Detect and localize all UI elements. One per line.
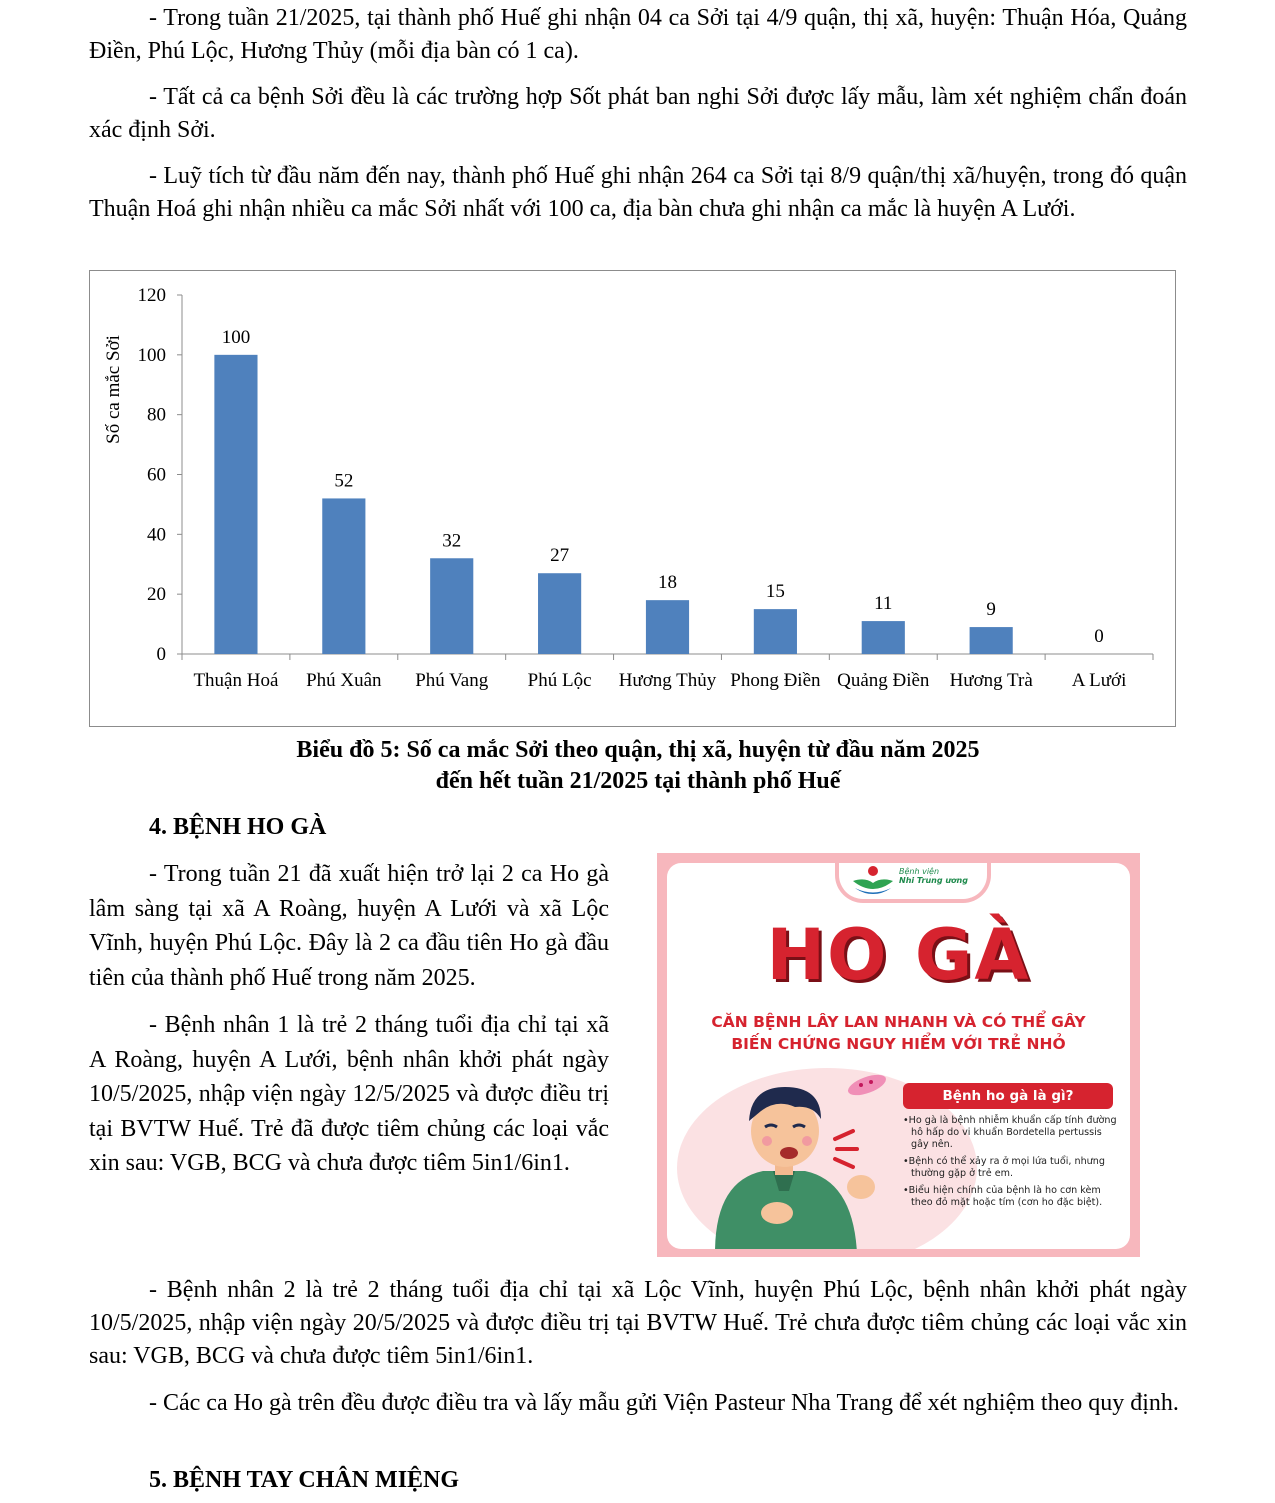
chart-svg <box>90 271 1177 728</box>
data-label: 11 <box>874 593 893 615</box>
data-label: 27 <box>550 545 570 567</box>
y-tick-label: 0 <box>156 644 166 665</box>
y-tick-label: 40 <box>147 524 166 546</box>
x-tick-label: Phú Xuân <box>306 670 382 691</box>
y-tick-label: 80 <box>147 404 166 426</box>
data-label: 18 <box>658 572 677 594</box>
x-tick-label: A Lưới <box>1071 670 1127 691</box>
bar <box>538 573 581 654</box>
paragraph-week21-measles: - Trong tuần 21/2025, tại thành phố Huế ghi nhận 04 ca Sởi tại 4/9 quận, thị xã, huyện: Thuận Hóa, Quảng Điền, Phú Lộc, Hương Thủy (mỗi địa bàn có 1 ca). <box>89 5 1187 64</box>
x-tick-label: Phú Lộc <box>527 670 592 691</box>
bar <box>430 558 473 654</box>
bar <box>862 621 905 654</box>
section-heading-pertussis: 4. BỆNH HO GÀ <box>149 814 327 840</box>
data-label: 0 <box>1094 626 1104 647</box>
paragraph-pertussis-cases: - Trong tuần 21 đã xuất hiện trở lại 2 ca Ho gà lâm sàng tại xã A Roàng, huyện A Lưới và xã Lộc Vĩnh, huyện Phú Lộc. Đây là 2 ca đầu tiên Ho gà đầu tiên của thành phố Huế trong năm 2025. <box>89 861 609 991</box>
info-item: •Bệnh có thể xảy ra ở mọi lứa tuổi, nhưng thường gặp ở trẻ em. <box>903 1156 1105 1179</box>
paragraph-measles-cumulative: - Luỹ tích từ đầu năm đến nay, thành phố Huế ghi nhận 264 ca Sởi tại 8/9 quận/thị xã/huyện, trong đó quận Thuận Hoá ghi nhận nhiều ca mắc Sởi nhất với 100 ca, địa bàn chưa ghi nhận ca mắc là huyện A Lưới. <box>89 163 1187 222</box>
bar <box>646 600 689 654</box>
paragraph-pertussis-sampling: - Các ca Ho gà trên đều được điều tra và lấy mẫu gửi Viện Pasteur Nha Trang để xét nghiệm theo quy định. <box>149 1390 1179 1416</box>
y-tick-label: 120 <box>137 285 166 306</box>
info-item: •Ho gà là bệnh nhiễm khuẩn cấp tính đường hô hấp do vi khuẩn Bordetella pertussis gây nên. <box>903 1115 1117 1150</box>
bar <box>754 609 797 654</box>
x-tick-label: Thuận Hoá <box>193 670 279 691</box>
data-label: 52 <box>334 470 354 492</box>
chart-caption-line2: đến hết tuần 21/2025 tại thành phố Huế <box>435 768 841 794</box>
chart-caption <box>89 735 1187 797</box>
bar <box>970 627 1013 654</box>
x-tick-label: Phong Điền <box>730 670 821 691</box>
pertussis-poster <box>657 853 1140 1257</box>
x-tick-label: Hương Thủy <box>618 670 717 691</box>
x-tick-label: Hương Trà <box>949 670 1033 691</box>
data-label: 9 <box>986 599 996 621</box>
bar <box>322 498 365 654</box>
hospital-logo-tab <box>835 863 991 903</box>
bar <box>214 355 257 654</box>
hospital-logo-text: Bệnh viện Nhi Trung ương <box>899 867 968 885</box>
paragraph-measles-testing: - Tất cả ca bệnh Sởi đều là các trường hợp Sốt phát ban nghi Sởi được lấy mẫu, làm xét nghiệm chẩn đoán xác định Sởi. <box>89 84 1187 143</box>
poster-card <box>667 863 1130 1249</box>
y-axis-label: Số ca mắc Sởi <box>103 335 124 444</box>
data-label: 100 <box>221 326 251 348</box>
poster-subtitle: CĂN BỆNH LÂY LAN NHANH VÀ CÓ THỂ GÂY BIẾN CHỨNG NGUY HIỂM VỚI TRẺ NHỎ <box>711 1013 1086 1053</box>
y-tick-label: 100 <box>137 344 166 366</box>
paragraph-patient-1: - Bệnh nhân 1 là trẻ 2 tháng tuổi địa chỉ tại xã A Roàng, huyện A Lưới, bệnh nhân khởi phát ngày 10/5/2025, nhập viện ngày 12/5/2025 và được điều trị tại BVTW Huế. Trẻ đã được tiêm chủng các loại vắc xin sau: VGB, BCG và chưa được tiêm 5in1/6in1. <box>89 1012 609 1176</box>
data-label: 15 <box>765 581 785 603</box>
x-tick-label: Quảng Điền <box>837 670 930 691</box>
y-tick-label: 20 <box>147 584 166 606</box>
y-tick-label: 60 <box>147 464 166 486</box>
info-heading: Bệnh ho gà là gì? <box>903 1083 1113 1109</box>
pertussis-text-column <box>89 857 609 1181</box>
section-heading-hfmd: 5. BỆNH TAY CHÂN MIỆNG <box>149 1467 460 1493</box>
hospital-logo-icon <box>847 863 903 897</box>
info-item: •Biểu hiện chính của bệnh là ho cơn kèm theo đỏ mặt hoặc tím (cơn ho đặc biệt). <box>903 1185 1103 1208</box>
paragraph-patient-2: - Bệnh nhân 2 là trẻ 2 tháng tuổi địa chỉ tại xã Lộc Vĩnh, huyện Phú Lộc, bệnh nhân khởi phát ngày 10/5/2025, nhập viện ngày 20/5/2025 và được điều trị tại BVTW Huế. Trẻ chưa được tiêm chủng các loại vắc xin sau: VGB, BCG và chưa được tiêm 5in1/6in1. <box>89 1277 1187 1369</box>
coughing-boy-icon <box>685 1063 905 1249</box>
info-list <box>903 1115 1118 1214</box>
data-label: 32 <box>442 530 462 552</box>
chart-caption-line1: Biểu đồ 5: Số ca mắc Sởi theo quận, thị xã, huyện từ đầu năm 2025 <box>296 737 980 763</box>
x-tick-label: Phú Vang <box>415 670 489 691</box>
poster-title: HO GÀ <box>766 914 1031 996</box>
measles-bar-chart <box>89 270 1176 727</box>
